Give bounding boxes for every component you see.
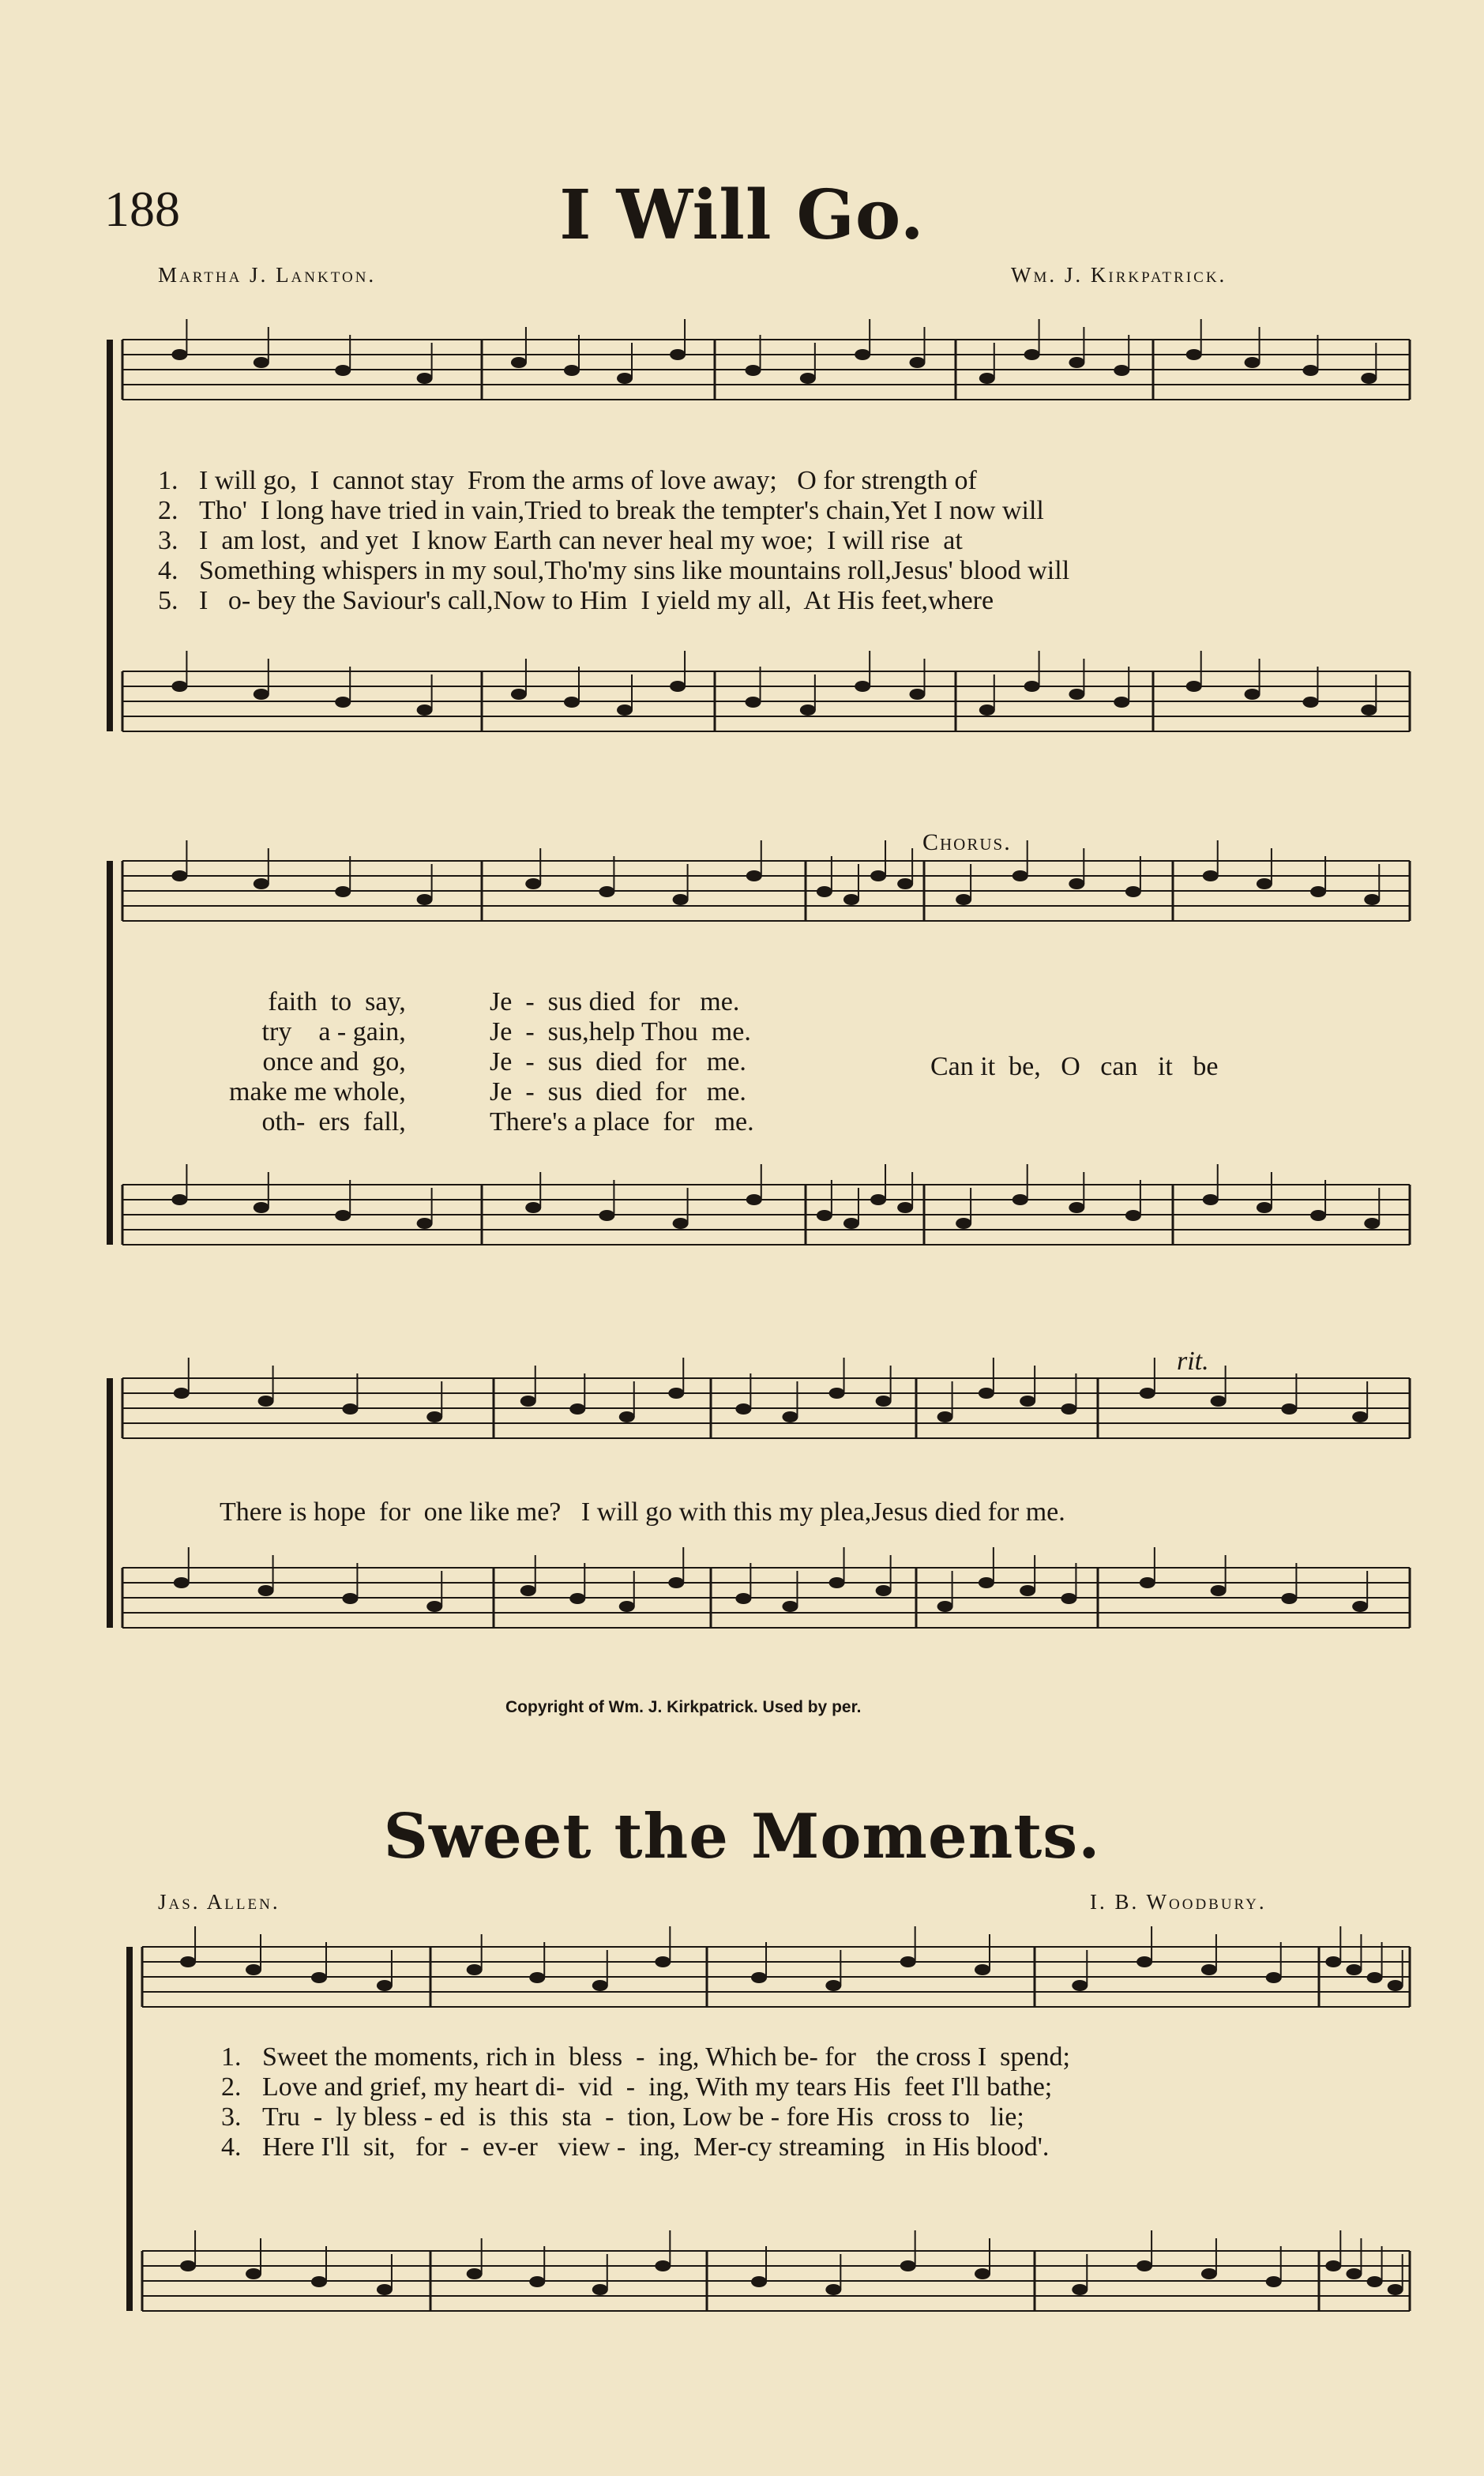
note-head [782,1411,798,1422]
note-head [1069,1202,1084,1213]
note-head [825,1980,841,1991]
note-head [1114,697,1129,708]
ritardando-marking: rit. [1177,1347,1209,1376]
note-head [599,1210,614,1221]
note-head [254,878,269,889]
note-head [520,1585,536,1596]
verse-text: Something whispers in my soul,Tho'my sins like mountains roll,Jesus' blood will [199,556,1070,585]
note-head [900,2260,916,2271]
hymn-title: I Will Go. [559,175,925,255]
verse-line [158,466,1069,496]
note-head [377,1980,393,1991]
note-head [1072,1980,1088,1991]
note-head [525,1202,541,1213]
verse-line [221,2042,1070,2072]
note-head [843,1218,859,1229]
note-head [180,2260,196,2271]
note-head [1201,2268,1217,2279]
note-head [1024,681,1040,692]
note-head [1186,349,1202,360]
verse-number: 4. [158,556,178,585]
verse-text: Tru - ly bless - ed is this sta - tion, Low be - fore His cross to lie; [262,2102,1024,2132]
note-head [511,689,527,700]
note-head [1346,2268,1362,2279]
note-head [668,1577,684,1588]
note-head [171,870,187,881]
verse-line [221,2132,1070,2162]
note-head [1346,1964,1362,1975]
note-head [417,704,433,716]
note-head [1136,2260,1152,2271]
refrain-line: Je - sus died for me. [490,1077,746,1106]
note-head [1364,1218,1380,1229]
verse-number: 5. [158,586,178,615]
note-head [1069,878,1084,889]
note-head [1211,1396,1227,1407]
page-number: 188 [104,181,180,237]
note-head [180,1956,196,1967]
note-head [746,1194,762,1205]
note-head [511,357,527,368]
note-head [670,349,686,360]
verse-number: 2. [158,496,178,525]
note-head [377,2284,393,2295]
note-head [909,689,925,700]
note-head [909,357,925,368]
note-head [254,1202,269,1213]
note-head [569,1593,585,1604]
note-head [937,1601,953,1612]
note-head [1364,894,1380,905]
note-head [735,1403,751,1415]
note-head [1069,689,1084,700]
note-head [569,1403,585,1415]
lyricist-credit: Martha J. Lankton. [158,263,377,287]
chorus-lyric-2: There is hope for one like me? I will go with this my plea,Jesus died for me. [220,1497,1065,1527]
verse-line [158,556,1069,586]
note-head [1245,357,1260,368]
hymn-title: Sweet the Moments. [383,1801,1101,1873]
verse-line [158,496,1069,526]
note-head [1266,2276,1282,2287]
note-head [1388,1980,1403,1991]
note-head [1114,365,1129,376]
note-head [417,1218,433,1229]
note-head [1352,1601,1368,1612]
note-head [897,1202,913,1213]
refrain-line: There's a place for me. [490,1107,754,1137]
note-head [670,681,686,692]
note-head [751,2276,767,2287]
verse-block-2 [221,2042,1070,2162]
note-head [1302,697,1318,708]
note-head [1024,349,1040,360]
note-head [1061,1403,1076,1415]
note-head [564,365,580,376]
refrain-line: Je - sus,help Thou me. [490,1017,751,1046]
note-head [592,2284,608,2295]
note-head [1367,2276,1383,2287]
verse-text: Sweet the moments, rich in bless - ing, Which be- for the cross I spend; [262,2042,1070,2072]
note-head [617,704,633,716]
note-head [171,1194,187,1205]
verse-line [158,586,1069,616]
note-head [1020,1396,1035,1407]
note-head [171,681,187,692]
note-head [254,689,269,700]
refrain-line: Je - sus died for me. [490,987,740,1016]
note-head [870,870,886,881]
note-head [426,1411,442,1422]
note-head [619,1411,635,1422]
note-head [979,1388,994,1399]
note-head [520,1396,536,1407]
note-head [1061,1593,1076,1604]
note-head [1140,1577,1155,1588]
note-head [258,1585,274,1596]
note-head [174,1577,190,1588]
note-head [1186,681,1202,692]
note-head [335,1210,351,1221]
system-brace [107,1378,113,1628]
note-head [870,1194,886,1205]
note-head [817,1210,832,1221]
note-head [311,1972,327,1983]
verse-continuation: once and go, [262,1047,406,1076]
verse-text: Tho' I long have tried in vain,Tried to break the tempter's chain,Yet I now will [199,496,1044,525]
note-head [829,1388,845,1399]
composer-credit: I. B. Woodbury. [1090,1890,1267,1914]
note-head [335,886,351,897]
note-head [417,894,433,905]
verse-block-1 [158,466,1069,616]
note-head [417,373,433,384]
note-head [258,1396,274,1407]
system-brace [107,340,113,731]
note-head [1211,1585,1227,1596]
note-head [1140,1388,1155,1399]
note-head [800,373,816,384]
note-head [655,2260,671,2271]
note-head [311,2276,327,2287]
note-head [1361,373,1377,384]
note-head [335,697,351,708]
note-head [617,373,633,384]
note-head [855,681,870,692]
note-head [1388,2284,1403,2295]
note-head [1361,704,1377,716]
note-head [1125,886,1141,897]
note-head [564,697,580,708]
note-head [1367,1972,1383,1983]
note-head [843,894,859,905]
note-head [619,1601,635,1612]
note-head [735,1593,751,1604]
note-head [1302,365,1318,376]
note-head [174,1388,190,1399]
note-head [1245,689,1260,700]
note-head [1281,1403,1297,1415]
note-head [1013,870,1028,881]
note-head [673,1218,689,1229]
note-head [529,2276,545,2287]
verse-line [158,526,1069,556]
note-head [668,1388,684,1399]
note-head [599,886,614,897]
verse-continuation-block [229,987,406,1137]
note-head [979,1577,994,1588]
note-head [855,349,870,360]
note-head [171,349,187,360]
note-head [782,1601,798,1612]
verse-line [221,2102,1070,2132]
note-head [746,870,762,881]
note-head [254,357,269,368]
note-head [900,1956,916,1967]
note-head [655,1956,671,1967]
note-head [673,894,689,905]
note-head [1136,1956,1152,1967]
verse-number: 3. [221,2102,242,2132]
note-head [342,1403,358,1415]
note-head [1201,1964,1217,1975]
composer-credit: Wm. J. Kirkpatrick. [1011,263,1227,287]
note-head [1325,2260,1341,2271]
note-head [937,1411,953,1422]
note-head [876,1396,892,1407]
verse-number: 4. [221,2132,242,2162]
verse-continuation: try a - gain, [261,1017,406,1046]
note-head [467,1964,483,1975]
note-head [525,878,541,889]
verse-number: 1. [221,2042,242,2072]
lyricist-credit: Jas. Allen. [158,1890,280,1914]
verse-continuation: oth- ers fall, [261,1107,406,1137]
note-head [975,1964,990,1975]
note-head [1325,1956,1341,1967]
note-head [529,1972,545,1983]
note-head [335,365,351,376]
verse-number: 2. [221,2072,242,2102]
note-head [979,704,995,716]
verse-text: Love and grief, my heart di- vid - ing, With my tears His feet I'll bathe; [262,2072,1053,2102]
verse-text: I o- bey the Saviour's call,Now to Him I yield my all, At His feet,where [199,586,994,615]
note-head [979,373,995,384]
note-head [342,1593,358,1604]
note-head [817,886,832,897]
note-head [1072,2284,1088,2295]
note-head [1069,357,1084,368]
note-head [1020,1585,1035,1596]
chorus-lyric-1: Can it be, O can it be [930,1052,1219,1081]
note-head [1352,1411,1368,1422]
verse-text: I am lost, and yet I know Earth can never heal my woe; I will rise at [199,526,963,555]
note-head [1257,1202,1272,1213]
note-head [1257,878,1272,889]
verse-continuation: make me whole, [229,1077,406,1106]
copyright-notice: Copyright of Wm. J. Kirkpatrick. Used by per. [505,1698,862,1716]
note-head [1203,870,1219,881]
verse-number: 1. [158,466,178,495]
note-head [246,1964,261,1975]
refrain-line: Je - sus died for me. [490,1047,746,1076]
verse-text: Here I'll sit, for - ev-er view - ing, Mer-cy streaming in His blood'. [262,2132,1050,2162]
note-head [1013,1194,1028,1205]
verse-continuation: faith to say, [268,987,406,1016]
note-head [956,1218,971,1229]
chorus-label: Chorus. [922,829,1012,855]
note-head [1125,1210,1141,1221]
note-head [246,2268,261,2279]
verse-text: I will go, I cannot stay From the arms of love away; O for strength of [199,466,977,495]
verse-line [221,2072,1070,2102]
note-head [897,878,913,889]
verse-number: 3. [158,526,178,555]
note-head [829,1577,845,1588]
note-head [592,1980,608,1991]
note-head [467,2268,483,2279]
note-head [800,704,816,716]
note-head [426,1601,442,1612]
note-head [1266,1972,1282,1983]
note-head [1310,1210,1326,1221]
note-head [825,2284,841,2295]
system-brace [107,861,113,1245]
note-head [746,697,761,708]
note-head [751,1972,767,1983]
note-head [746,365,761,376]
note-head [1310,886,1326,897]
refrain-end-block [490,987,754,1137]
note-head [1281,1593,1297,1604]
note-head [956,894,971,905]
note-head [876,1585,892,1596]
note-head [975,2268,990,2279]
system-brace [126,1947,133,2311]
note-head [1203,1194,1219,1205]
